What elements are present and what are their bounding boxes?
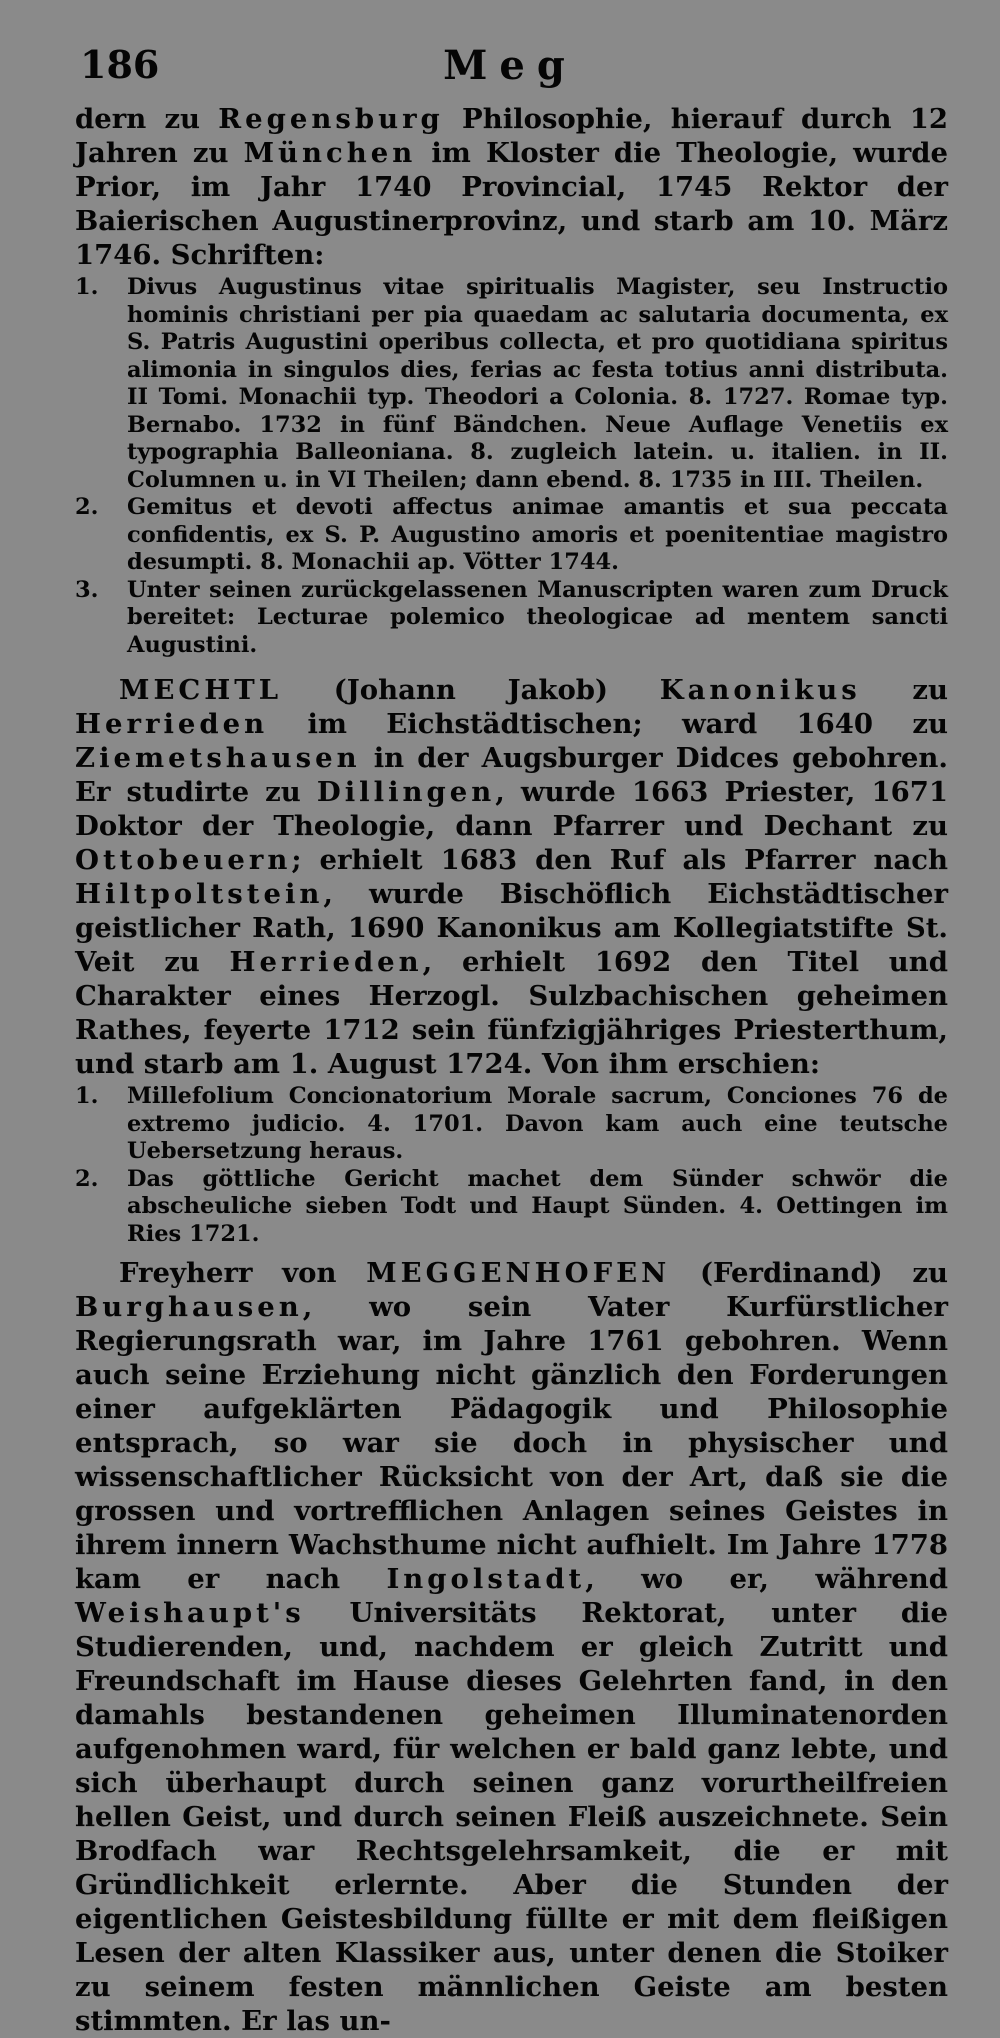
text-run: im Kloster die Theologie, wurde Prior, im Jahr 1740 Provincial, 1745 Rektor der Baierischen Augustinerprovinz, und starb am 10. März 1746. Schriften: [75,137,948,271]
place-name: Ingolstadt [386,1563,586,1595]
person-name: Weishaupt's [75,1597,305,1629]
text-run: dern zu [75,103,219,135]
work-text: Gemitus et devoti affectus animae amantis et sua peccata confidentis, ex S. P. Augustino amoris et poenitentiae magistro desumpti. 8. Monachii ap. Vötter 1744. [127,494,948,575]
work-item [75,494,948,577]
place-name: Hiltpoltstein [75,878,324,910]
work-text: Das göttliche Gericht machet dem Sünder schwör die abscheuliche sieben Todt und Haupt Sünden. 4. Oettingen im Ries 1721. [127,1165,948,1247]
place-name: Regensburg [218,103,444,135]
place-name: Ziemetshausen [75,742,361,774]
text-run: Universitäts Rektorat, unter die Studierenden, und, nachdem er gleich Zutritt und Freundschaft im Hause dieses Gelehrten fand, in den damahls bestandenen geheimen Illuminatenorden aufgenohmen ward, für welchen er bald ganz lebte, und sich überhaupt durch seinen ganz vorurtheilfreien hellen Geist, und durch seinen Fleiß auszeichnete. Sein Brodfach war Rechtsgelehrsamkeit, die er mit Gründlichkeit erlernte. Aber die Stunden der eigentlichen Geistesbildung füllte er mit dem fleißigen Lesen der alten Klassiker aus, unter denen die Stoiker zu seinem festen männlichen Geiste am besten stimmten. Er las un- [75,1597,948,2037]
text-run: Freyherr von [119,1257,367,1289]
place-name: Herrieden [75,708,269,740]
work-number: 3. [75,576,99,603]
entry-headword: MEGGENHOFEN [366,1257,671,1289]
work-item [75,274,948,494]
text-run: ; erhielt 1683 den Ruf als Pfarrer nach [291,844,948,876]
work-number: 1. [75,274,99,300]
entry-paragraph [75,673,948,1081]
entry-headword: MECHTL [119,674,283,706]
spacer [75,1248,948,1256]
works-list [75,1083,948,1248]
work-text: Divus Augustinus vitae spiritualis Magister, seu Instructio hominis christiani per pia quaedam ac salutaria documenta, ex S. Patris Augustini operibus collecta, et pro quotidiana spiritus alimonia in singulos dies, ferias ac festa totius anni distributa. II Tomi. Monachii typ. Theodori a Colonia. 8. 1727. Romae typ. Bernabo. 1732 in fünf Bändchen. Neue Auflage Venetiis ex typographia Balleoniana. 8. zugleich latein. u. italien. in II. Columnen u. in VI Theilen; dann ebend. 8. 1735 in III. Theilen. [127,274,948,493]
works-list [75,274,948,659]
text-run: zu [860,674,949,706]
spacer [75,659,948,673]
place-name: Ottobeuern [75,844,292,876]
running-head: Meg [443,42,577,89]
work-text: Millefolium Concionatorium Morale sacrum, Conciones 76 de extremo judicio. 4. 1701. Davon kam auch eine teutsche Uebersetzung heraus. [127,1083,948,1164]
entry-title-word: Kanonikus [659,674,861,706]
entry-continuation-paragraph [75,102,948,272]
text-run: , wo sein Vater Kurfürstlicher Regierungsrath war, im Jahre 1761 gebohren. Wenn auch seine Erziehung nicht gänzlich den Forderungen einer aufgeklärten Pädagogik und Philosophie entsprach, so war sie doch in physischer und wissenschaftlicher Rücksicht von der Art, daß sie die grossen und vortrefflichen Anlagen seines Geistes in ihrem innern Wachsthume nicht aufhielt. Im Jahre 1778 kam er nach [75,1291,948,1595]
text-run: , wurde Bischöflich Eichstädtischer geistlicher Rath, 1690 Kanonikus am Kollegiatstifte St. Veit zu [75,878,948,978]
text-run: Philosophie, hierauf durch 12 Jahren zu [75,103,948,169]
text-run: im Eichstädtischen; ward 1640 zu [268,708,948,740]
place-name: Burghausen [75,1291,303,1323]
text-run: (Ferdinand) zu [670,1257,948,1289]
place-name: Dillingen [316,776,496,808]
text-run: (Johann Jakob) [282,674,660,706]
text-run: , wurde 1663 Priester, 1671 Doktor der Theologie, dann Pfarrer und Dechant zu [75,776,949,842]
work-item [75,1083,948,1166]
work-number: 2. [75,1165,99,1192]
place-name: Herrieden [229,946,423,978]
work-text: Unter seinen zurückgelassenen Manuscripten waren zum Druck bereitet: Lecturae polemico theologicae ad mentem sancti Augustini. [127,576,948,658]
work-item [75,1166,948,1249]
page-number: 186 [80,42,160,87]
work-number: 2. [75,494,99,520]
work-number: 1. [75,1083,99,1109]
place-name: München [243,137,417,169]
text-run: in der Augsburger Didces gebohren. Er studirte zu [75,742,948,808]
page-body [75,102,948,2038]
text-run: , wo er, während [585,1563,949,1595]
work-item [75,577,948,660]
page-header [80,42,940,102]
text-run: , erhielt 1692 den Titel und Charakter eines Herzogl. Sulzbachischen geheimen Rathes, feyerte 1712 sein fünfzigjähriges Priesterthum, und starb am 1. August 1724. Von ihm erschien: [75,946,949,1080]
entry-paragraph [75,1256,948,2038]
